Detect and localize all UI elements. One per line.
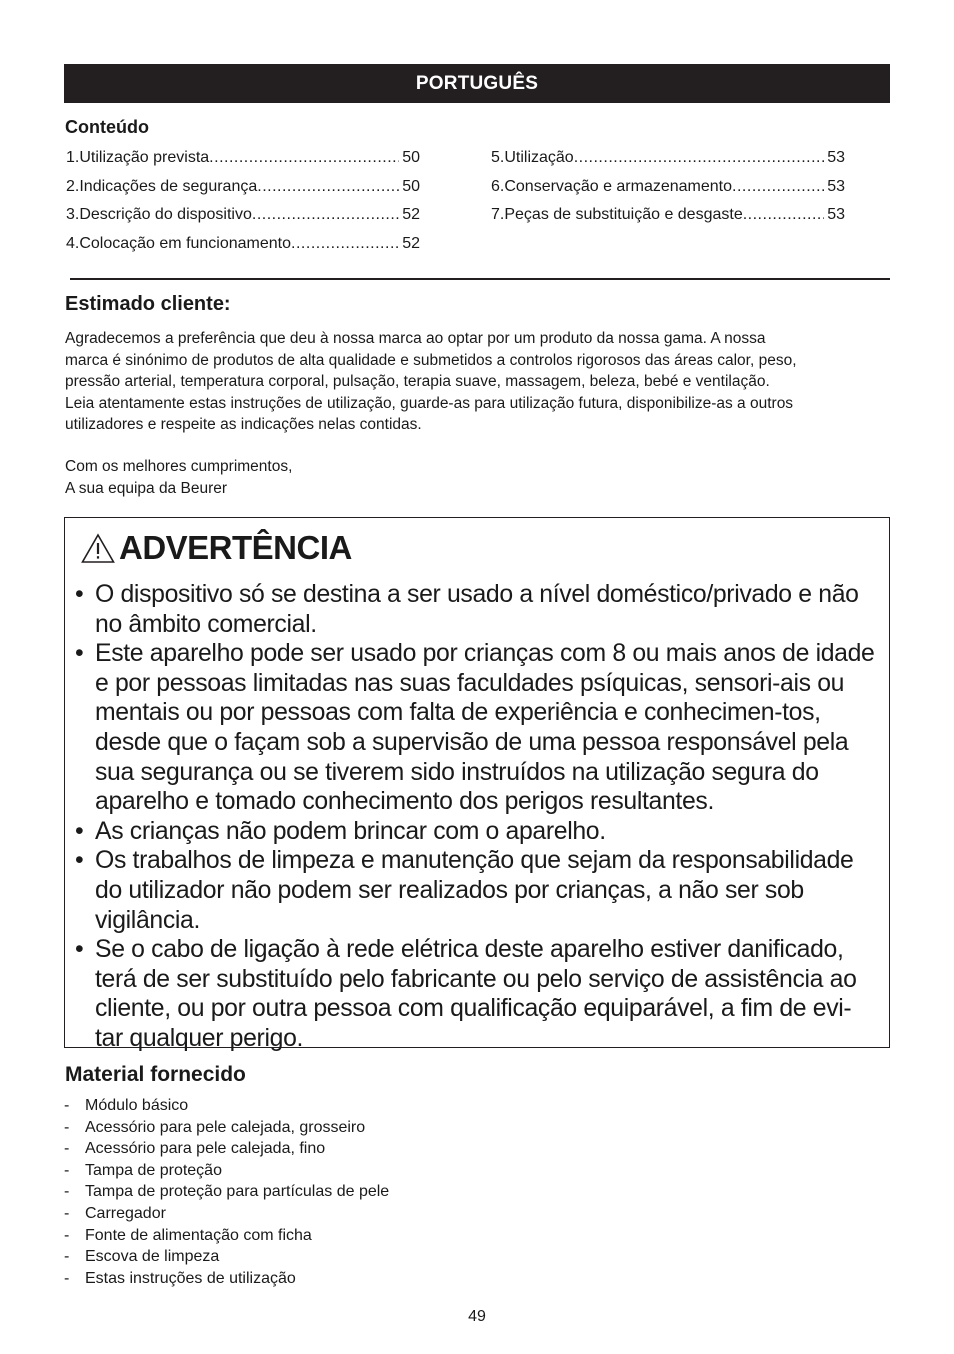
toc-entry-title: Utilização bbox=[504, 149, 574, 166]
greeting-line: utilizadores e respeite as indicações nelas contidas. bbox=[65, 416, 422, 434]
toc-entry[interactable]: 3. Descrição do dispositivo ..... 52 bbox=[66, 205, 420, 234]
greeting-line: Agradecemos a preferência que deu à nossa marca ao optar por um produto da nossa gama. A nossa bbox=[65, 330, 766, 347]
greeting-line: Leia atentamente estas instruções de utilização, guarde-as para utilização futura, disponibilize-as a outros bbox=[65, 394, 794, 412]
warning-item: • Este aparelho pode ser usado por crianças com 8 ou mais anos de idade e por pessoas limitadas nas suas faculdades psíquicas, sensori-ais ou mentais ou por pessoas com falta de experiência e conhecimen-tos, desde que o façam sob a supervisão de uma pessoa responsável pela sua segurança ou se tiverem sido instruídos na utilização segura do aparelho e tomado conhecimento dos perigos resultantes. bbox=[75, 639, 879, 817]
supply-item: - Tampa de proteção para partículas de pele bbox=[64, 1181, 389, 1203]
greeting-heading: Estimado cliente: bbox=[65, 293, 231, 315]
toc-entry[interactable]: 5. Utilização ..... 53 bbox=[491, 148, 845, 177]
section-divider bbox=[70, 278, 890, 280]
toc-entry-title: Colocação em funcionamento bbox=[79, 234, 292, 252]
toc-entry[interactable]: 7. Peças de substituição e desgaste ..... 53 bbox=[491, 205, 845, 234]
warning-item: • O dispositivo só se destina a ser usado a nível doméstico/privado e não no âmbito comercial. bbox=[75, 580, 879, 639]
greeting-body bbox=[65, 328, 891, 436]
toc-entry-page: 52 bbox=[402, 206, 420, 223]
supply-list bbox=[64, 1095, 389, 1289]
supply-item: - Carregador bbox=[64, 1203, 389, 1225]
supply-item: - Acessório para pele calejada, fino bbox=[64, 1138, 389, 1160]
language-header: PORTUGUÊS bbox=[64, 64, 890, 103]
toc-entry[interactable]: 1. Utilização prevista ..... 50 bbox=[66, 148, 420, 177]
warning-list bbox=[75, 580, 879, 1054]
toc-entry-title: Utilização prevista bbox=[79, 149, 210, 166]
warning-triangle-icon bbox=[81, 533, 115, 564]
warning-box bbox=[64, 517, 890, 1052]
supply-item: - Tampa de proteção bbox=[64, 1160, 389, 1182]
warning-item: • Se o cabo de ligação à rede elétrica deste aparelho estiver danificado, terá de ser substituído pelo fabricante ou pelo serviço de assistência ao cliente, ou por outra pessoa com qualificação equiparável, a fim de evi-tar qualquer perigo. bbox=[75, 935, 879, 1053]
toc-left-column bbox=[66, 148, 420, 262]
toc-entry-title: Peças de substituição e desgaste bbox=[504, 206, 743, 223]
toc-right-column bbox=[491, 148, 845, 234]
supply-item: - Fonte de alimentação com ficha bbox=[64, 1225, 389, 1247]
toc-entry[interactable]: 6. Conservação e armazenamento ..... 53 bbox=[491, 177, 845, 206]
toc-entry-title: Descrição do dispositivo bbox=[79, 206, 252, 223]
supply-item: - Módulo básico bbox=[64, 1095, 389, 1117]
toc-entry-title: Indicações de segurança bbox=[79, 177, 258, 195]
warning-item: • Os trabalhos de limpeza e manutenção que sejam da responsabilidade do utilizador não podem ser realizados por crianças, a não ser sob vigilância. bbox=[75, 846, 879, 935]
warning-title-text: ADVERTÊNCIA bbox=[119, 529, 352, 566]
signature-text: A sua equipa da Beurer bbox=[65, 480, 228, 497]
toc-entry-page: 50 bbox=[402, 149, 420, 166]
warning-item: • As crianças não podem brincar com o aparelho. bbox=[75, 817, 879, 847]
greeting-line: marca é sinónimo de produtos de alta qualidade e submetidos a controlos rigorosos das áreas calor, peso, bbox=[65, 351, 797, 369]
supply-item: - Estas instruções de utilização bbox=[64, 1268, 389, 1290]
toc-entry-page: 53 bbox=[827, 149, 845, 166]
toc-entry[interactable]: 2. Indicações de segurança ..... 50 bbox=[66, 177, 420, 206]
page-number: 49 bbox=[468, 1308, 486, 1325]
supply-item: - Acessório para pele calejada, grosseiro bbox=[64, 1117, 389, 1139]
toc-entry-page: 50 bbox=[402, 177, 420, 195]
supply-item: - Escova de limpeza bbox=[64, 1246, 389, 1268]
closing-text: Com os melhores cumprimentos, bbox=[65, 458, 293, 475]
greeting-signoff bbox=[65, 456, 292, 500]
toc-entry-page: 52 bbox=[402, 234, 420, 252]
toc-entry-page: 53 bbox=[827, 206, 845, 223]
warning-title bbox=[81, 528, 879, 568]
toc-entry[interactable]: 4. Colocação em funcionamento ..... 52 bbox=[66, 234, 420, 263]
toc-heading: Conteúdo bbox=[65, 117, 149, 137]
toc-entry-title: Conservação e armazenamento bbox=[504, 177, 733, 195]
toc-entry-page: 53 bbox=[827, 177, 845, 195]
greeting-line: pressão arterial, temperatura corporal, pulsação, terapia suave, massagem, beleza, bebé e ventilação. bbox=[65, 373, 770, 391]
supply-heading: Material fornecido bbox=[65, 1063, 246, 1086]
